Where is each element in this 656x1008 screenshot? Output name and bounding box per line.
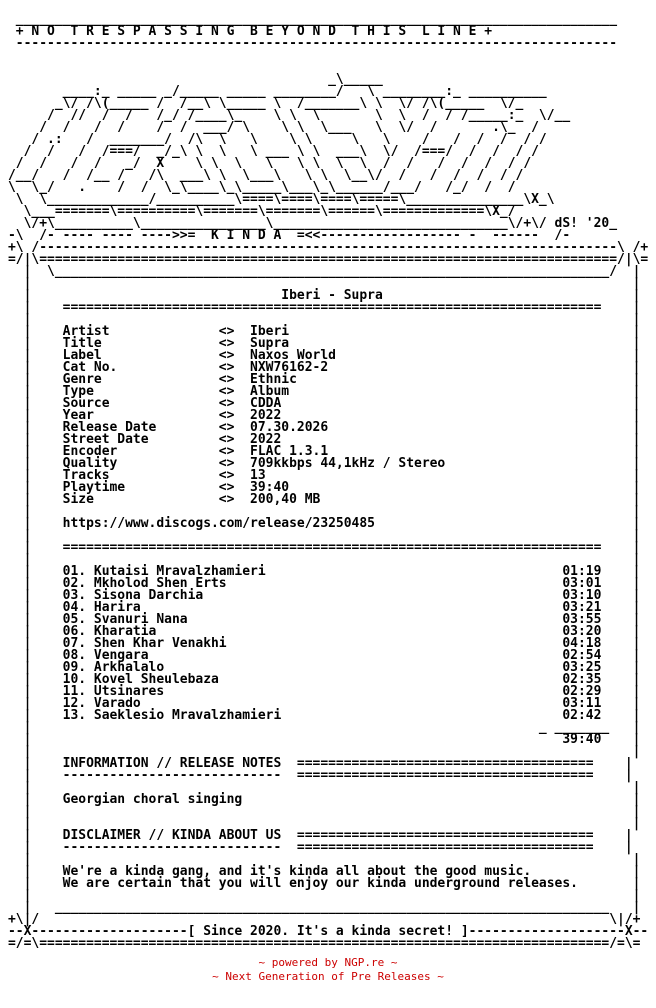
nfo-text-art: _____________________________________________________________________________ + N O T R E S P A S S I N G B E Y O N D T H I S L I N E + ----------------------------------------------------------------------------- _\_____ ____:_ _____ _/_____ _____ ________/ \ ________:_ __________ _\/ /\(_____ / /__\ \_____ \ /_______\ \ \/ /\(_____ \/_ / // / / /_/ /____\_ \ \ \ \ \ / / /_____:_ \/__ / / / / / / ___/ \ \ \ \___ \ \/ / .\_ / / .: / _______/ /\ \ \ \ \ \ \ / / / / / / / / / /===/ _/_\ \ \ \ ___ \ \ ___\ \/ /===/ / / / / / / / / _/ X \ \ \ \ \ \ \ \ / / / / / / / /__/ / /__ / /\ ___\ \ \___\ \ \ \__\/ / / / / / / \ \_/ . / / \_\____\_\_____\___\_\______/___/ /_/ / / \ \_____________/__________\====\====\====\=====\_______________\X_\ \___=======\==========\=======\=======\======\=============\X_/ \/+\__________\________________\______________________________\/+\/ dS! '20_ -\ /- ---- ---- ---->>= K I N D A =<<------------------ - ------ /- +\ /--------------------------------------------------------------------------\ /+ =/|\==========================================================================/|\= | \_______________________________________________________________________/ | | | | Iberi - Supra | | ===================================================================== | | | | Artist <> Iberi | | Title <> Supra | | Label <> Naxos World | | Cat No. <> NXW76162-2 | | Genre <> Ethnic | | Type <> Album | | Source <> CDDA | | Year <> 2022 | | Release Date <> 07.30.2026 | | Street Date <> 2022 | | Encoder <> FLAC 1.3.1 | | Quality <> 709kkbps 44,1kHz / Stereo | | Tracks <> 13 | | Playtime <> 39:40 | | Size <> 200,40 MB | | | | https://www.discogs.com/release/23250485 | | | | ===================================================================== | | | | 01. Kutaisi Mravalzhamieri 01:19 | | 02. Mkholod Shen Erts 03:01 | | 03. Sisona Darchia 03:10 | | 04. Harira 03:21 | | 05. Svanuri Nana 03:55 | | 06. Kharatia 03:20 | | 07. Shen Khar Venakhi 04:18 | | 08. Vengara 02:54 | | 09. Arkhalalo 03:25 | | 10. Kovel Sheulebaza 02:35 | | 11. Utsinares 02:29 | | 12. Varado 03:11 | | 13. Saeklesio Mravalzhamieri 02:42 | | _ _______ | | 39:40 | | | | INFORMATION // RELEASE NOTES ====================================== | | ---------------------------- ====================================== | | | | Georgian choral singing | | | | | | DISCLAIMER // KINDA ABOUT US ====================================== | | ---------------------------- ====================================== | | | | We're a kinda gang, and it's kinda all about the good music. | | We are certain that you will enjoy our kinda underground releases. | | | | _______________________________________________________________________ | +\|/ \|/+ --X--------------------[ Since 2020. It's a kinda secret! ]--------------------X-- =/=\=========================================================================/=\= [8,12,649,951]
powered-by-line: ~ powered by NGP.re ~ [258,956,398,969]
next-generation-line: ~ Next Generation of Pre Releases ~ [212,970,444,983]
